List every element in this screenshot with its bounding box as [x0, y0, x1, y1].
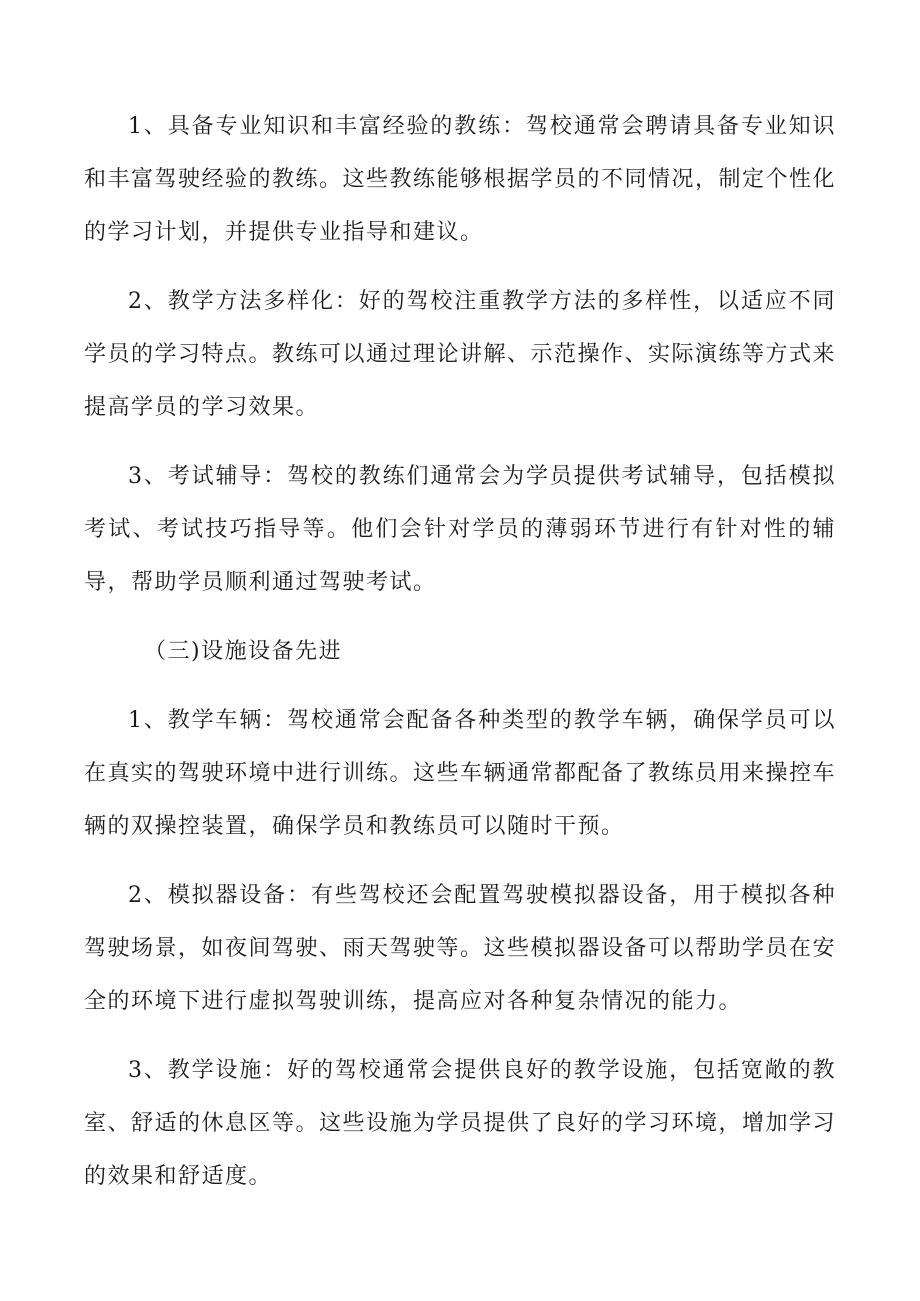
paragraph-coach-expertise: 1、具备专业知识和丰富经验的教练：驾校通常会聘请具备专业知识和丰富驾驶经验的教练。这些教练能够根据学员的不同情况，制定个性化的学习计划，并提供专业指导和建议。 — [84, 114, 837, 245]
document-body — [84, 100, 836, 1219]
paragraph-exam-tutoring: 3、考试辅导：驾校的教练们通常会为学员提供考试辅导，包括模拟考试、考试技巧指导等。他们会针对学员的薄弱环节进行有针对性的辅导，帮助学员顺利通过驾驶考试。 — [84, 464, 836, 595]
paragraph-teaching-vehicles: 1、教学车辆：驾校通常会配备各种类型的教学车辆，确保学员可以在真实的驾驶环境中进行训练。这些车辆通常都配备了教练员用来操控车辆的双操控装置，确保学员和教练员可以随时干预。 — [84, 708, 837, 839]
paragraph-teaching-methods: 2、教学方法多样化：好的驾校注重教学方法的多样性，以适应不同学员的学习特点。教练可以通过理论讲解、示范操作、实际演练等方式来提高学员的学习效果。 — [84, 289, 837, 420]
paragraph-teaching-facilities: 3、教学设施：好的驾校通常会提供良好的教学设施，包括宽敞的教室、舒适的休息区等。这些设施为学员提供了良好的学习环境，增加学习的效果和舒适度。 — [84, 1058, 837, 1189]
section-heading-facilities: （三)设施设备先进 — [144, 639, 343, 664]
paragraph-simulator-equipment: 2、模拟器设备：有些驾校还会配置驾驶模拟器设备，用于模拟各种驾驶场景，如夜间驾驶、雨天驾驶等。这些模拟器设备可以帮助学员在安全的环境下进行虚拟驾驶训练，提高应对各种复杂情况的能力。 — [84, 883, 837, 1014]
